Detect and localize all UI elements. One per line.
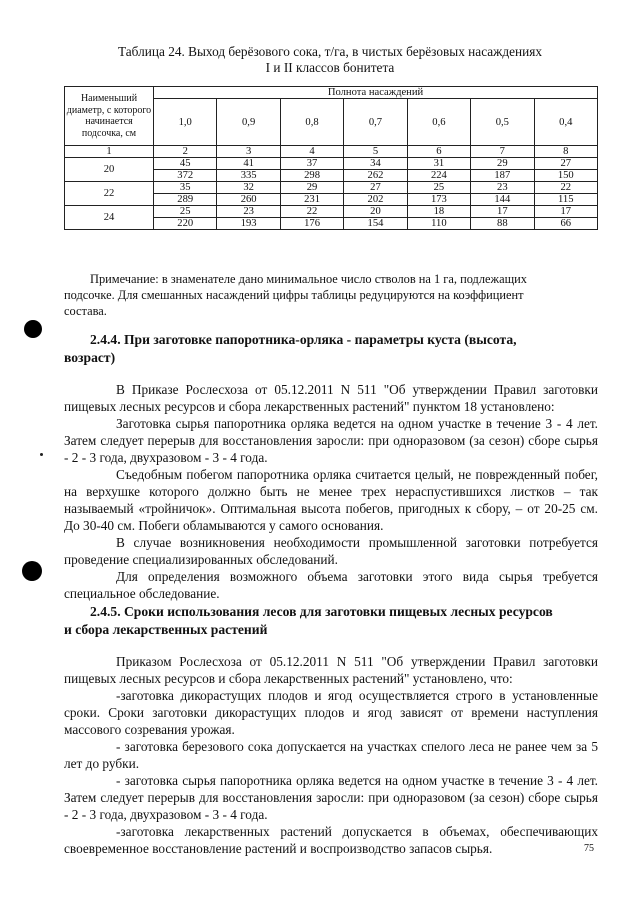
paragraph: - заготовка сырья папоротника орляка ведется на одном участке в течение 3 - 4 лет. Затем следует перерыв для восстановления заросли: при одноразовом (за сезон) сборе сырья - 2 - 3 года, двухразовом - 3 - 4 года.	[64, 773, 598, 822]
paragraph: В Приказе Рослесхоза от 05.12.2011 N 511 "Об утверждении Правил заготовки пищевых лесных ресурсов и сбора лекарственных растений" пунктом 18 установлено:	[64, 382, 598, 414]
paragraph: Заготовка сырья папоротника орляка ведется на одном участке в течение 3 - 4 лет. Затем следует перерыв для восстановления заросли: при одноразовом (за сезон) сборе сырья - 2 - 3 года, двухразовом - 3 - 4 года.	[64, 416, 598, 465]
column-header: 1,0	[154, 99, 217, 146]
table-cell: 224	[407, 170, 470, 182]
table-cell: 3	[217, 146, 280, 158]
scan-speck	[40, 453, 43, 456]
table-cell: 187	[471, 170, 534, 182]
table-cell: 220	[154, 218, 217, 230]
heading-line-2: возраст)	[64, 350, 116, 365]
column-header: 0,8	[280, 99, 343, 146]
caption-line-1: Таблица 24. Выход берёзового сока, т/га, в чистых берёзовых насаждениях	[117, 44, 543, 59]
table-cell: 298	[280, 170, 343, 182]
table-cell: 27	[534, 158, 597, 170]
number-row	[65, 146, 598, 158]
section-heading-2-4-5	[64, 603, 598, 639]
table-cell: 2	[154, 146, 217, 158]
note-line-1: Примечание: в знаменателе дано минимальное число стволов на 1 га, подлежащих	[90, 272, 527, 286]
table-cell: 35	[154, 182, 217, 194]
juice-yield-table	[64, 86, 598, 230]
table-cell: 6	[407, 146, 470, 158]
table-cell: 41	[217, 158, 280, 170]
table-cell: 37	[280, 158, 343, 170]
table-cell: 18	[407, 206, 470, 218]
diameter-cell: 24	[65, 206, 154, 230]
table-cell: 150	[534, 170, 597, 182]
table-cell: 22	[534, 182, 597, 194]
table-note	[64, 271, 598, 319]
table-cell: 23	[471, 182, 534, 194]
table-cell: 335	[217, 170, 280, 182]
table-cell: 193	[217, 218, 280, 230]
table-cell: 110	[407, 218, 470, 230]
table-cell: 289	[154, 194, 217, 206]
table-cell: 262	[344, 170, 407, 182]
table-cell: 1	[65, 146, 154, 158]
punch-hole-mark	[24, 320, 42, 338]
table-cell: 17	[534, 206, 597, 218]
diameter-cell: 22	[65, 182, 154, 206]
table-cell: 260	[217, 194, 280, 206]
page-number: 75	[584, 843, 594, 854]
table-cell: 25	[407, 182, 470, 194]
table-cell: 4	[280, 146, 343, 158]
table-cell: 34	[344, 158, 407, 170]
paragraph: Съедобным побегом папоротника орляка считается целый, не поврежденный побег, на верхушке которого должно быть не менее трех нераспустившихся листков – так называемый «тройничок». Оптимальная высота побегов, пригодных к сбору, – от 20-25 см. До 30-40 см. Побеги обламываются у самого основания.	[64, 467, 598, 533]
paragraph: -заготовка дикорастущих плодов и ягод осуществляется строго в установленные сроки. Сроки заготовки дикорастущих плодов и ягод зависят от времени наступления массового созревания урожая.	[64, 688, 598, 737]
table-cell: 115	[534, 194, 597, 206]
punch-hole-mark	[22, 561, 42, 581]
table-cell: 29	[280, 182, 343, 194]
section-body-2-4-5	[64, 653, 598, 857]
table-cell: 173	[407, 194, 470, 206]
table-cell: 31	[407, 158, 470, 170]
table-cell: 27	[344, 182, 407, 194]
table-cell: 88	[471, 218, 534, 230]
table-cell: 32	[217, 182, 280, 194]
diameter-cell: 20	[65, 158, 154, 182]
paragraph: -заготовка лекарственных растений допускается в объемах, обеспечивающих своевременное восстановление растений и воспроизводство запасов сырья.	[64, 824, 598, 856]
paragraph: В случае возникновения необходимости промышленной заготовки потребуется проведение специализированных обследований.	[64, 535, 598, 567]
column-header: 0,9	[217, 99, 280, 146]
paragraph: - заготовка березового сока допускается на участках спелого леса не ранее чем за 5 лет до рубки.	[64, 739, 598, 771]
column-header: 0,6	[407, 99, 470, 146]
paragraph: Для определения возможного объема заготовки этого вида сырья требуется специальное обследование.	[64, 569, 598, 601]
table-cell: 202	[344, 194, 407, 206]
table-row	[65, 206, 598, 218]
table-cell: 20	[344, 206, 407, 218]
column-header: 0,4	[534, 99, 597, 146]
table-cell: 17	[471, 206, 534, 218]
table-cell: 154	[344, 218, 407, 230]
table-top-header: Полнота насаждений	[154, 87, 598, 99]
note-line-2: подсочке. Для смешанных насаждений цифры таблицы редуцируются на коэффициент	[64, 288, 524, 302]
table-cell: 23	[217, 206, 280, 218]
column-header: 0,7	[344, 99, 407, 146]
section-heading-2-4-4	[64, 331, 598, 367]
table-left-header: Наименьший диаметр, с которого начинается подсочка, см	[65, 87, 154, 146]
table-cell: 231	[280, 194, 343, 206]
table-cell: 8	[534, 146, 597, 158]
column-header: 0,5	[471, 99, 534, 146]
heading-line-1: 2.4.5. Сроки использования лесов для заготовки пищевых лесных ресурсов	[90, 604, 553, 619]
paragraph: Приказом Рослесхоза от 05.12.2011 N 511 "Об утверждении Правил заготовки пищевых лесных ресурсов и сбора лекарственных растений" установлено, что:	[64, 654, 598, 686]
table-cell: 22	[280, 206, 343, 218]
table-cell: 372	[154, 170, 217, 182]
table-cell: 29	[471, 158, 534, 170]
table-cell: 176	[280, 218, 343, 230]
section-body-2-4-4	[64, 381, 598, 602]
table-cell: 144	[471, 194, 534, 206]
heading-line-2: и сбора лекарственных растений	[64, 622, 268, 637]
table-caption	[60, 44, 600, 76]
table-cell: 45	[154, 158, 217, 170]
note-line-3: состава.	[64, 304, 107, 318]
table-cell: 25	[154, 206, 217, 218]
table-row	[65, 158, 598, 170]
table-row	[65, 182, 598, 194]
table-cell: 7	[471, 146, 534, 158]
heading-line-1: 2.4.4. При заготовке папоротника-орляка - параметры куста (высота,	[90, 332, 517, 347]
table-cell: 5	[344, 146, 407, 158]
table-cell: 66	[534, 218, 597, 230]
caption-line-2: I и II классов бонитета	[265, 60, 395, 75]
